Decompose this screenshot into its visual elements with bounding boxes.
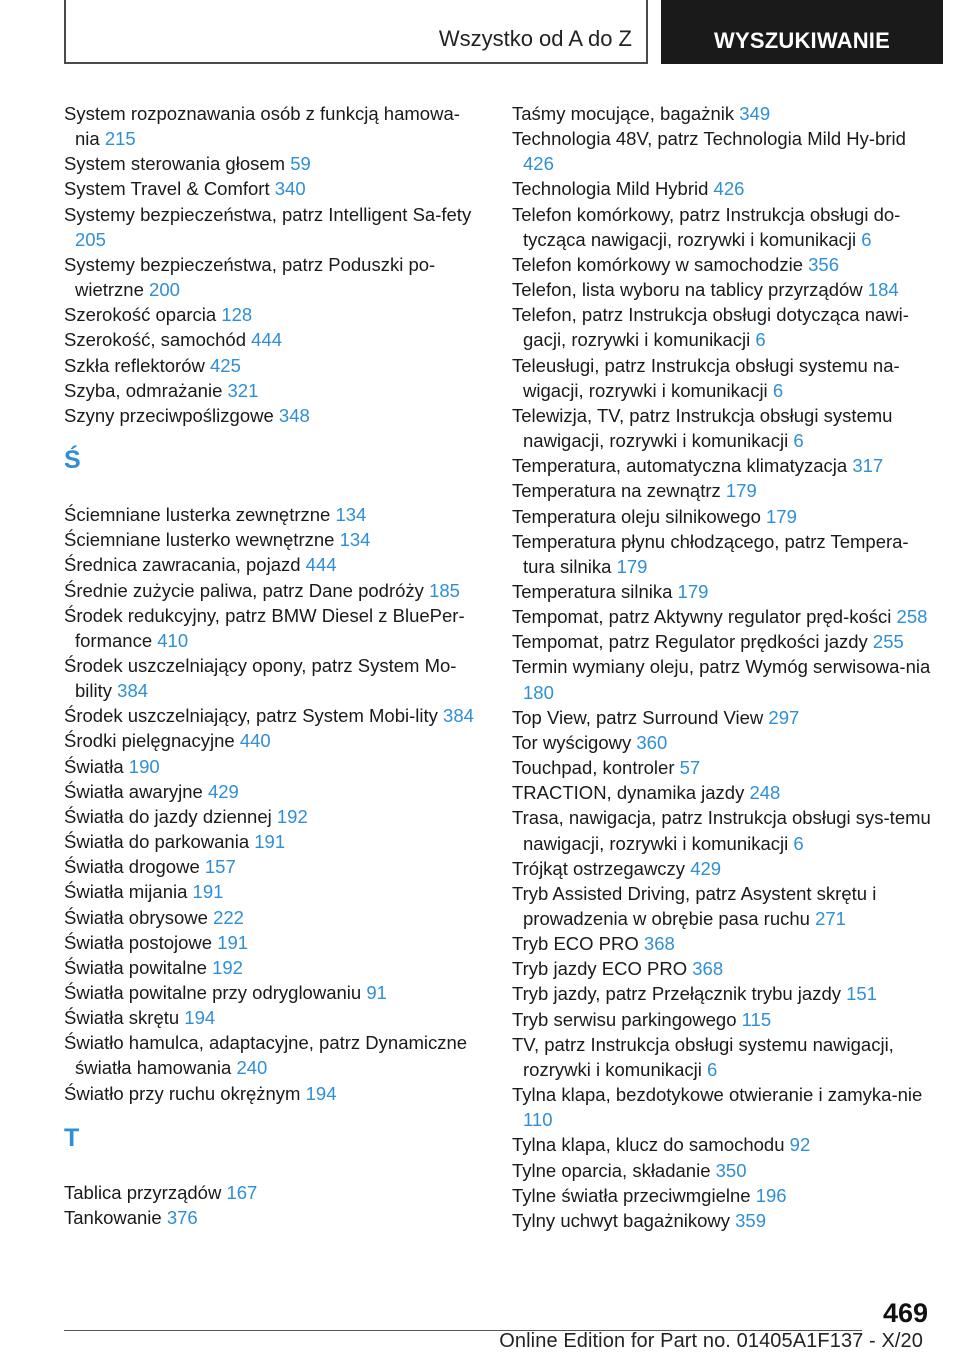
index-entry <box>64 703 479 728</box>
index-letter-heading: Ś <box>64 446 81 475</box>
page-reference-link[interactable]: 180 <box>523 681 554 703</box>
page-reference-link[interactable]: 179 <box>766 505 797 527</box>
index-entry-text: Telewizja, TV, patrz Instrukcja obsługi systemu nawigacji, rozrywki i komunikacji <box>512 404 893 452</box>
index-entry <box>512 529 932 579</box>
index-entry-text: Średnica zawracania, pojazd <box>64 554 306 576</box>
page-reference-link[interactable]: 115 <box>741 1008 772 1030</box>
index-entry <box>512 126 932 176</box>
page-reference-link[interactable]: 128 <box>221 304 253 326</box>
index-entry <box>64 378 479 403</box>
section-title <box>64 0 648 64</box>
index-entry-text: Tempomat, patrz Aktywny regulator pręd-kości <box>512 606 897 628</box>
index-entry <box>512 579 932 604</box>
index-entry <box>512 353 932 403</box>
index-entry-text: Środek uszczelniający opony, patrz System Mo-bility <box>64 654 457 702</box>
index-entry-text: Tylna klapa, bezdotykowe otwieranie i zamyka-nie <box>512 1084 923 1106</box>
index-entry <box>512 956 932 981</box>
page-reference-link[interactable]: 196 <box>755 1184 787 1206</box>
index-entry-text: Telefon, lista wyboru na tablicy przyrządów <box>512 279 868 301</box>
index-entry-text: Telefon, patrz Instrukcja obsługi dotycząca nawi-gacji, rozrywki i komunikacji <box>512 304 909 351</box>
index-entry <box>512 654 932 704</box>
index-group-t <box>64 1180 479 1230</box>
index-entry-text: TV, patrz Instrukcja obsługi systemu nawigacji, rozrywki i komunikacji <box>512 1033 894 1080</box>
index-entry <box>64 252 479 302</box>
page-reference-link[interactable]: 179 <box>616 555 648 577</box>
page-reference-link[interactable]: 191 <box>217 931 249 953</box>
index-entry-text: Temperatura silnika <box>512 580 678 602</box>
search-tab-label: WYSZUKIWANIE <box>714 28 890 53</box>
index-entry <box>512 453 932 478</box>
page-reference-link[interactable]: 59 <box>290 153 311 175</box>
index-entry <box>64 955 479 980</box>
index-entry-text: Światła do parkowania <box>64 831 255 853</box>
index-entry-text: Tylne światła przeciwmgielne <box>512 1184 756 1206</box>
index-entry <box>64 403 479 428</box>
index-entry <box>64 905 479 930</box>
index-entry <box>512 705 932 730</box>
page-reference-link[interactable]: 200 <box>149 279 180 301</box>
index-entry-text: Tankowanie <box>64 1206 167 1228</box>
page-reference-link[interactable]: 317 <box>852 455 884 477</box>
index-group-s-acute <box>64 502 479 1106</box>
page-reference-link[interactable]: 368 <box>692 958 724 980</box>
page-reference-link[interactable]: 6 <box>793 832 804 854</box>
index-entry <box>64 353 479 378</box>
page-reference-link[interactable]: 384 <box>117 680 149 702</box>
index-entry <box>512 277 932 302</box>
index-column-left <box>64 101 479 1230</box>
page-reference-link[interactable]: 410 <box>157 629 189 651</box>
index-entry-text: Tryb jazdy ECO PRO <box>512 958 693 980</box>
index-entry <box>512 604 932 629</box>
page-reference-link[interactable]: 6 <box>772 379 784 401</box>
index-entry <box>512 202 932 252</box>
index-entry <box>512 730 932 755</box>
index-entry-text: Światła do jazdy dziennej <box>64 805 277 827</box>
index-entry-text: Światło hamulca, adaptacyjne, patrz Dynamiczne światła hamowania <box>64 1032 468 1079</box>
index-entry <box>64 653 479 703</box>
index-entry <box>512 881 932 931</box>
index-entry <box>64 1005 479 1030</box>
index-entry-text: Tryb serwisu parkingowego <box>512 1008 742 1030</box>
index-entry <box>64 527 479 552</box>
index-entry-text: Światła obrysowe <box>64 906 214 928</box>
index-entry <box>64 879 479 904</box>
index-entry <box>64 151 479 176</box>
index-entry <box>64 930 479 955</box>
index-entry-text: Ściemniane lusterka zewnętrzne <box>64 504 336 526</box>
index-entry-text: Tryb Assisted Driving, patrz Asystent skrętu i prowadzenia w obrębie pasa ruchu <box>512 882 877 929</box>
footer-edition: Online Edition for Part no. 01405A1F137 - X/20 <box>499 1330 923 1352</box>
index-entry-text: Środek uszczelniający, patrz System Mobi-lity <box>64 705 444 727</box>
index-entry-text: Tryb ECO PRO <box>512 933 644 955</box>
index-entry-text: Szyba, odmrażanie <box>64 379 228 401</box>
index-entry-text: Światła postojowe <box>64 931 218 953</box>
index-entry-text: Temperatura na zewnątrz <box>512 480 726 502</box>
index-entry-text: Systemy bezpieczeństwa, patrz Intelligent Sa-fety <box>64 203 472 225</box>
page-reference-link[interactable]: 384 <box>443 705 474 727</box>
index-entry-text: Ściemniane lusterko wewnętrzne <box>64 529 340 551</box>
index-entry-text: Temperatura, automatyczna klimatyzacja <box>512 455 853 477</box>
page-reference-link[interactable]: 179 <box>725 480 757 502</box>
page-number: 469 <box>882 1298 928 1328</box>
index-entry <box>512 931 932 956</box>
index-entry-text: Tylna klapa, klucz do samochodu <box>512 1134 790 1156</box>
index-entry <box>64 854 479 879</box>
page-reference-link[interactable]: 426 <box>713 178 745 200</box>
index-entry-text: Termin wymiany oleju, patrz Wymóg serwisowa-nia <box>512 656 931 678</box>
index-entry-text: Światła awaryjne <box>64 780 208 802</box>
page-reference-link[interactable]: 92 <box>789 1134 811 1156</box>
index-entry-text: Środek redukcyjny, patrz BMW Diesel z BluePer-formance <box>64 604 465 651</box>
page-reference-link[interactable]: 440 <box>239 730 271 752</box>
index-entry-text: System rozpoznawania osób z funkcją hamowa-nia <box>64 103 460 150</box>
index-entry <box>64 176 479 201</box>
index-entry <box>512 101 932 126</box>
index-entry-text: Szkła reflektorów <box>64 354 210 376</box>
search-tab[interactable] <box>661 0 943 64</box>
index-entry <box>64 728 479 753</box>
page-reference-link[interactable]: 157 <box>204 856 236 878</box>
page-reference-link[interactable]: 151 <box>846 983 878 1005</box>
index-entry <box>64 603 479 653</box>
index-entry-text: Tylne oparcia, składanie <box>512 1159 716 1181</box>
index-entry-text: Szyny przeciwpoślizgowe <box>64 404 279 426</box>
index-entry-text: Technologia Mild Hybrid <box>512 178 714 200</box>
index-entry <box>64 1205 479 1230</box>
page-reference-link[interactable]: 349 <box>739 103 771 124</box>
page-reference-link[interactable]: 191 <box>254 831 286 853</box>
index-entry <box>64 302 479 327</box>
index-entry-text: Tylny uchwyt bagażnikowy <box>512 1209 736 1231</box>
page-reference-link[interactable]: 134 <box>335 504 367 526</box>
index-entry <box>512 478 932 503</box>
index-entry-text: Tablica przyrządów <box>64 1181 227 1203</box>
index-group-s <box>64 101 479 428</box>
page-reference-link[interactable]: 184 <box>867 279 899 301</box>
page-reference-link[interactable]: 192 <box>212 956 243 978</box>
index-entry-text: Szerokość, samochód <box>64 329 252 351</box>
page-reference-link[interactable]: 91 <box>366 982 387 1003</box>
page-reference-link[interactable]: 240 <box>236 1057 268 1079</box>
index-entry <box>64 754 479 779</box>
index-entry-text: Światła drogowe <box>64 856 205 878</box>
index-entry-text: Trasa, nawigacja, patrz Instrukcja obsługi sys-temu nawigacji, rozrywki i komunikacji <box>512 807 931 854</box>
page-reference-link[interactable]: 134 <box>339 529 371 551</box>
page-reference-link[interactable]: 348 <box>278 404 310 426</box>
page-reference-link[interactable]: 350 <box>715 1159 747 1181</box>
page-reference-link[interactable]: 271 <box>815 908 846 929</box>
index-entry <box>512 1007 932 1032</box>
page-reference-link[interactable]: 110 <box>523 1109 553 1131</box>
index-entry <box>512 755 932 780</box>
page-reference-link[interactable]: 6 <box>793 430 804 452</box>
page-reference-link[interactable]: 376 <box>166 1206 198 1228</box>
index-entry <box>512 780 932 805</box>
index-entry-text: Tryb jazdy, patrz Przełącznik trybu jazdy <box>512 983 847 1005</box>
index-entry <box>512 504 932 529</box>
page-reference-link[interactable]: 57 <box>679 757 701 779</box>
index-entry-text: Technologia 48V, patrz Technologia Mild Hy-brid <box>512 128 906 150</box>
index-entry <box>512 629 932 654</box>
page-reference-link[interactable]: 359 <box>735 1209 767 1231</box>
index-entry <box>512 1208 932 1233</box>
index-entry-text: Światła mijania <box>64 881 193 903</box>
page-reference-link[interactable]: 356 <box>808 253 840 275</box>
page-reference-link[interactable]: 255 <box>872 631 904 653</box>
index-entry <box>512 176 932 201</box>
index-entry <box>512 302 932 352</box>
index-entry-text: System Travel & Comfort <box>64 178 275 200</box>
index-entry-text: Telefon komórkowy w samochodzie <box>512 253 809 275</box>
index-entry <box>512 1132 932 1157</box>
index-entry <box>64 578 479 603</box>
index-entry <box>512 1158 932 1183</box>
index-entry <box>64 779 479 804</box>
index-entry <box>512 981 932 1006</box>
index-entry-text: Trójkąt ostrzegawczy <box>512 857 691 879</box>
page-reference-link[interactable]: 6 <box>861 228 872 250</box>
page-reference-link[interactable]: 190 <box>128 755 160 777</box>
page-reference-link[interactable]: 429 <box>207 780 239 802</box>
index-entry <box>64 1081 479 1106</box>
index-entry-text: Światła skrętu <box>64 1007 185 1029</box>
page-reference-link[interactable]: 6 <box>755 329 766 351</box>
index-entry-text: Telefon komórkowy, patrz Instrukcja obsługi do-tycząca nawigacji, rozrywki i komunikacji <box>512 203 901 250</box>
index-entry-text: Systemy bezpieczeństwa, patrz Poduszki po-wietrzne <box>64 253 436 301</box>
page-reference-link[interactable]: 425 <box>210 354 241 376</box>
index-letter-heading: T <box>64 1123 80 1152</box>
page-reference-link[interactable]: 6 <box>707 1058 718 1080</box>
index-entry-text: Środki pielęgnacyjne <box>64 730 240 752</box>
page-reference-link[interactable]: 444 <box>305 554 337 576</box>
index-entry-text: Temperatura płynu chłodzącego, patrz Tempera-tura silnika <box>512 530 909 577</box>
index-entry-text: Tempomat, patrz Regulator prędkości jazdy <box>512 631 873 653</box>
index-entry-text: Światła powitalne przy odryglowaniu <box>64 982 367 1003</box>
index-entry <box>512 1082 932 1132</box>
page-reference-link[interactable]: 321 <box>227 379 259 401</box>
page-reference-link[interactable]: 297 <box>768 706 800 728</box>
page-reference-link[interactable]: 194 <box>305 1082 337 1104</box>
index-entry-text: Teleusługi, patrz Instrukcja obsługi systemu na-wigacji, rozrywki i komunikacji <box>512 354 900 401</box>
index-entry-text: TRACTION, dynamika jazdy <box>512 782 750 804</box>
page-reference-link[interactable]: 426 <box>523 153 554 175</box>
index-entry <box>512 403 932 453</box>
index-entry <box>64 502 479 527</box>
index-entry-text: Taśmy mocujące, bagażnik <box>512 103 740 124</box>
index-entry <box>64 327 479 352</box>
page-reference-link[interactable]: 185 <box>429 579 460 601</box>
page-reference-link[interactable]: 167 <box>226 1181 258 1203</box>
index-entry <box>64 804 479 829</box>
page-reference-link[interactable]: 191 <box>192 881 224 903</box>
index-entry <box>64 101 479 151</box>
index-entry-text: System sterowania głosem <box>64 153 291 175</box>
index-entry-text: Światła <box>64 755 129 777</box>
page-reference-link[interactable]: 179 <box>677 580 709 602</box>
index-entry-text: Tor wyścigowy <box>512 731 637 753</box>
page-reference-link[interactable]: 194 <box>184 1007 216 1029</box>
page-reference-link[interactable]: 340 <box>274 178 306 200</box>
index-entry <box>64 552 479 577</box>
index-entry <box>512 1032 932 1082</box>
index-entry <box>512 252 932 277</box>
index-entry <box>64 980 479 1005</box>
index-entry-text: Szerokość oparcia <box>64 304 222 326</box>
page-reference-link[interactable]: 444 <box>251 329 283 351</box>
index-entry-text: Średnie zużycie paliwa, patrz Dane podróży <box>64 579 430 601</box>
index-entry-text: Światło przy ruchu okrężnym <box>64 1082 306 1104</box>
index-entry <box>512 805 932 855</box>
page-reference-link[interactable]: 368 <box>643 933 675 955</box>
index-entry <box>64 829 479 854</box>
section-title-text: Wszystko od A do Z <box>438 26 632 51</box>
page-reference-link[interactable]: 205 <box>75 228 106 250</box>
index-entry <box>512 1183 932 1208</box>
index-entry <box>64 1030 479 1080</box>
page-reference-link[interactable]: 215 <box>104 128 136 150</box>
index-entry-text: Światła powitalne <box>64 956 213 978</box>
index-entry-text: Touchpad, kontroler <box>512 757 680 779</box>
page-reference-link[interactable]: 248 <box>749 782 781 804</box>
index-group-t-continued <box>512 101 932 1233</box>
index-entry <box>512 856 932 881</box>
page-reference-link[interactable]: 258 <box>896 606 928 628</box>
index-entry <box>64 202 479 252</box>
index-column-right <box>512 101 932 1233</box>
index-entry-text: Top View, patrz Surround View <box>512 706 769 728</box>
page-reference-link[interactable]: 429 <box>690 857 722 879</box>
page-reference-link[interactable]: 192 <box>276 805 308 827</box>
index-entry <box>64 1180 479 1205</box>
page-reference-link[interactable]: 222 <box>213 906 244 928</box>
page-reference-link[interactable]: 360 <box>636 731 668 753</box>
index-entry-text: Temperatura oleju silnikowego <box>512 505 766 527</box>
